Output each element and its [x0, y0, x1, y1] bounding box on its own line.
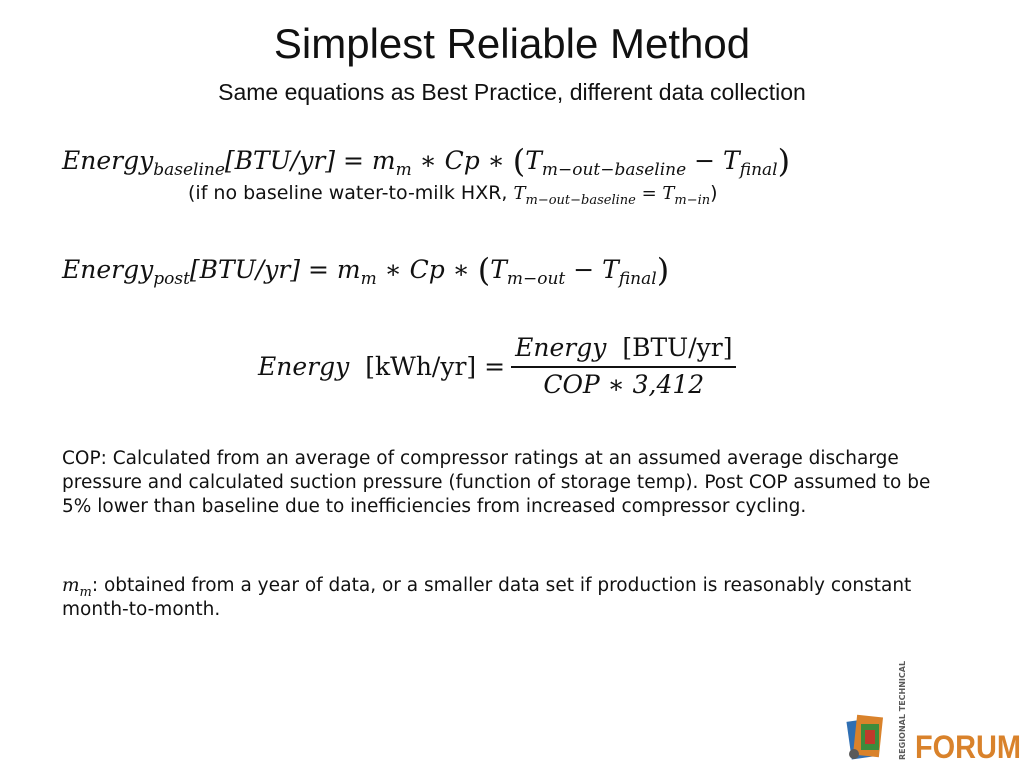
- equation-baseline-note: [188, 182, 718, 208]
- eq1-times-1: ∗: [419, 146, 437, 175]
- eq1-lhs-sub: baseline: [153, 160, 225, 180]
- eq2-t2-sub: final: [618, 269, 657, 289]
- eq2-m: m: [336, 255, 361, 284]
- eq2-times-2: ∗: [452, 255, 470, 284]
- mm-symbol: $m_m$: [62, 575, 92, 600]
- slide-title: Simplest Reliable Method: [273, 20, 751, 67]
- eq1-m: m: [371, 146, 396, 175]
- eq2-t1: T: [490, 255, 507, 284]
- eq1-t1-sub: m−out−baseline: [541, 160, 687, 180]
- cop-note: COP: Calculated from an average of compressor ratings at an assumed average discharge pressure and calculated suction pressure (function of storage temp). Post COP assumed to be 5% lower than baseline due to inefficiencies from increased compressor cycling.: [62, 448, 931, 517]
- equation-energy-post: [62, 251, 670, 289]
- eq1-lhs: Energy: [62, 146, 154, 175]
- eq1-note-equals: =: [635, 183, 663, 204]
- eq1-minus: −: [694, 146, 716, 175]
- eq1-cp: Cp: [444, 146, 480, 175]
- eq1-note-t1: $T_{m-out-baseline}$: [513, 183, 636, 208]
- eq2-minus: −: [573, 255, 595, 284]
- eq2-cp: Cp: [409, 255, 445, 284]
- eq1-m-sub: m: [395, 160, 412, 180]
- eq1-equals: =: [343, 146, 364, 175]
- eq1-close-paren: ): [777, 142, 791, 180]
- eq2-m-sub: m: [360, 269, 377, 289]
- eq2-close-paren: ): [656, 251, 670, 289]
- mm-note: [62, 574, 962, 622]
- eq1-t1: T: [525, 146, 542, 175]
- eq2-open-paren: (: [477, 251, 491, 289]
- eq3-numerator: Energy [BTU/yr]: [511, 333, 736, 368]
- eq2-units: [BTU/yr]: [189, 255, 301, 284]
- eq3-equals: =: [484, 351, 506, 381]
- eq1-t2: T: [723, 146, 740, 175]
- equation-energy-baseline: [62, 142, 791, 180]
- mm-note-text: : obtained from a year of data, or a smaller data set if production is reasonably constant month-to-month.: [62, 575, 912, 620]
- eq2-lhs: Energy: [62, 255, 154, 284]
- forum-logo: [845, 660, 1023, 765]
- eq2-t2: T: [602, 255, 619, 284]
- eq3-denominator: COP ∗ 3,412: [543, 370, 705, 399]
- equation-energy-kwh: [258, 333, 736, 399]
- eq1-note-suffix: ): [710, 182, 718, 204]
- eq1-note-prefix: (if no baseline water-to-milk HXR,: [188, 182, 514, 204]
- eq1-t2-sub: final: [739, 160, 778, 180]
- eq2-equals: =: [308, 255, 329, 284]
- logo-main-text: FORUM: [915, 729, 1021, 765]
- eq2-times-1: ∗: [384, 255, 402, 284]
- logo-side-text: REGIONAL TECHNICAL: [898, 660, 907, 760]
- logo-emblem-icon: [846, 715, 883, 760]
- eq1-times-2: ∗: [487, 146, 505, 175]
- eq3-lhs: Energy [kWh/yr] =: [258, 351, 506, 381]
- eq1-note-t2: $T_{m-in}$: [662, 183, 711, 208]
- eq1-units: [BTU/yr]: [224, 146, 336, 175]
- slide-subtitle: Same equations as Best Practice, different data collection: [218, 79, 806, 105]
- eq2-lhs-sub: post: [153, 269, 190, 289]
- eq3-fraction: [511, 333, 736, 399]
- eq1-open-paren: (: [512, 142, 526, 180]
- eq2-t1-sub: m−out: [506, 269, 566, 289]
